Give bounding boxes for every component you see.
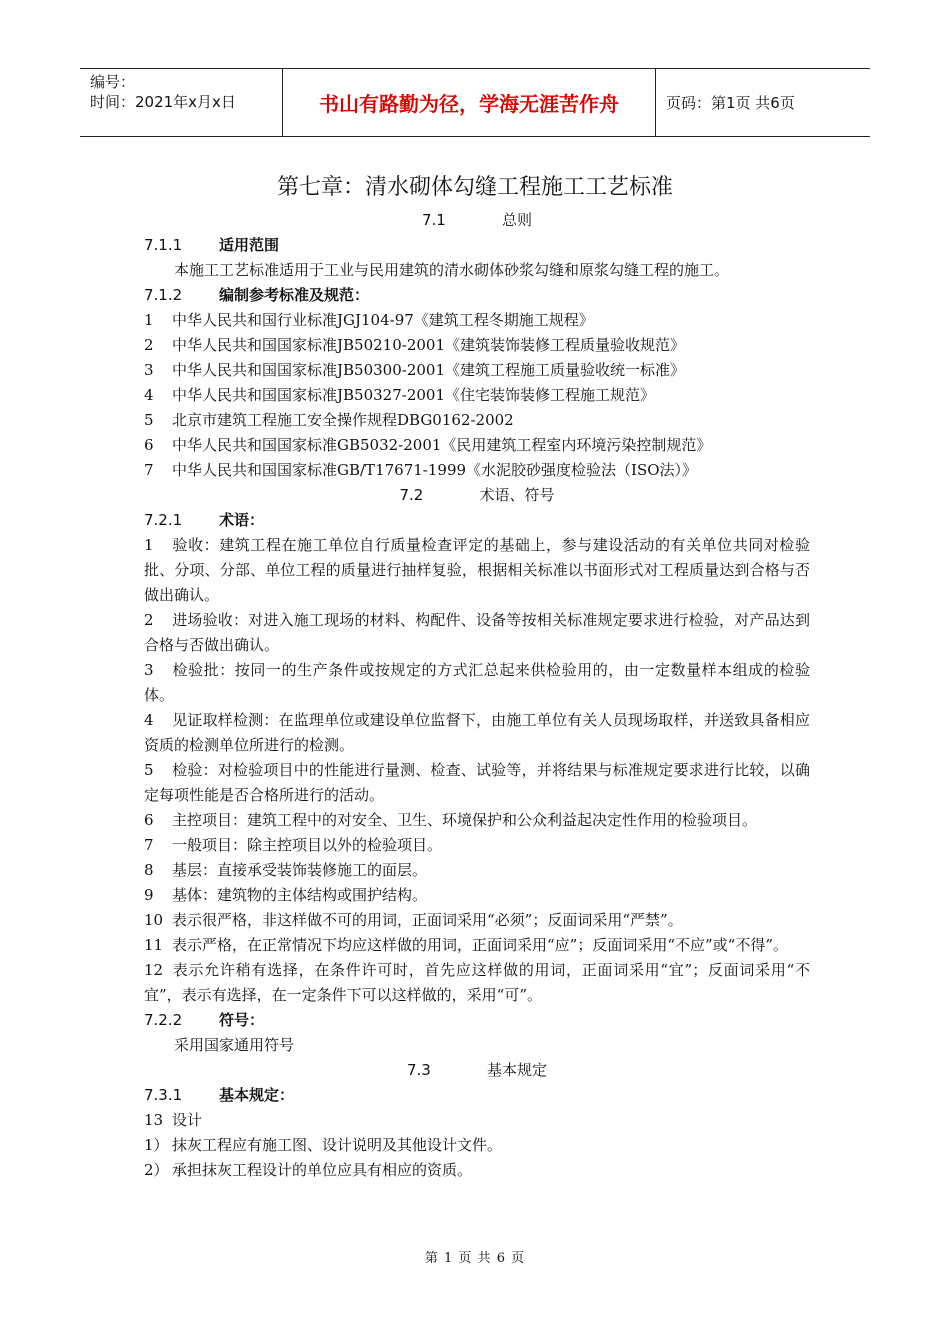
list-item <box>144 1158 810 1183</box>
section-number: 7.3.1 <box>144 1086 183 1104</box>
list-item <box>144 833 810 858</box>
item-number: 9 <box>144 886 154 904</box>
item-number: 3 <box>144 661 154 679</box>
list-item <box>144 883 810 908</box>
section-number: 7.1.1 <box>144 236 183 254</box>
item-number: 1 <box>144 536 154 554</box>
symbols-paragraph: 采用国家通用符号 <box>174 1036 295 1054</box>
item-number: 6 <box>144 811 154 829</box>
section-number: 7.2.2 <box>144 1011 183 1029</box>
number-label: 编号： <box>90 73 136 91</box>
list-item <box>144 333 810 358</box>
header-meta <box>80 69 282 136</box>
item-number: 7 <box>144 836 154 854</box>
section-7-1-2-heading <box>144 283 810 308</box>
item-text: 北京市建筑工程施工安全操作规程DBG0162-2002 <box>172 411 514 429</box>
section-7-3-heading <box>144 1058 810 1083</box>
list-item <box>144 533 810 608</box>
list-item <box>144 958 810 1008</box>
item-text: 一般项目：除主控项目以外的检验项目。 <box>172 836 443 854</box>
item-number: 4 <box>144 386 154 404</box>
section-7-2-heading <box>144 483 810 508</box>
list-item <box>144 808 810 833</box>
item-number: 4 <box>144 711 154 729</box>
section-label: 术语： <box>219 511 265 529</box>
item-text: 检验批：按同一的生产条件或按规定的方式汇总起来供检验用的，由一定数量样本组成的检验体。 <box>144 661 810 704</box>
item-text: 抹灰工程应有施工图、设计说明及其他设计文件。 <box>172 1136 503 1154</box>
reference-list <box>144 308 810 483</box>
item-text: 见证取样检测：在监理单位或建设单位监督下，由施工单位有关人员现场取样，并送致具备相应资质的检测单位所进行的检测。 <box>144 711 810 754</box>
section-number: 7.1 <box>421 211 446 229</box>
item-text: 中华人民共和国国家标准GB/T17671-1999《水泥胶砂强度检验法（ISO法）》 <box>172 461 698 479</box>
item-text: 验收：建筑工程在施工单位自行质量检查评定的基础上，参与建设活动的有关单位共同对检验批、分项、分部、单位工程的质量进行抽样复验，根据相关标准以书面形式对工程质量达到合格与否做出确认。 <box>144 536 810 604</box>
section-7-1-heading <box>144 208 810 233</box>
section-number: 7.2.1 <box>144 511 183 529</box>
design-item <box>144 1108 810 1133</box>
list-item <box>144 658 810 708</box>
item-text: 中华人民共和国国家标准JB50300-2001《建筑工程施工质量验收统一标准》 <box>172 361 685 379</box>
document-body <box>144 208 810 1183</box>
item-number: 11 <box>144 936 164 954</box>
item-text: 基层：直接承受装饰装修施工的面层。 <box>172 861 428 879</box>
list-item <box>144 1133 810 1158</box>
section-label: 基本规定 <box>486 1061 547 1079</box>
section-7-3-1-heading <box>144 1083 810 1108</box>
section-label: 基本规定： <box>219 1086 295 1104</box>
item-text: 进场验收：对进入施工现场的材料、构配件、设备等按相关标准规定要求进行检验，对产品达到合格与否做出确认。 <box>144 611 810 654</box>
page-header <box>80 68 870 137</box>
list-item <box>144 308 810 333</box>
item-text: 中华人民共和国行业标准JGJ104-97《建筑工程冬期施工规程》 <box>172 311 594 329</box>
item-text: 表示严格，在正常情况下均应这样做的用词，正面词采用“应”；反面词采用“不应”或“不得”。 <box>172 936 789 954</box>
page-title: 第七章：清水砌体勾缝工程施工工艺标准 <box>276 175 673 200</box>
item-number: 7 <box>144 461 154 479</box>
item-number: 10 <box>144 911 164 929</box>
item-number: 2 <box>144 336 154 354</box>
date-label: 时间：2021年x月x日 <box>90 93 236 111</box>
item-number: 8 <box>144 861 154 879</box>
header-page-label: 页码：第1页 共6页 <box>666 94 795 112</box>
item-text: 中华人民共和国国家标准JB50327-2001《住宅装饰装修工程施工规范》 <box>172 386 655 404</box>
item-number: 6 <box>144 436 154 454</box>
section-label: 符号： <box>219 1011 265 1029</box>
list-item <box>144 433 810 458</box>
section-label: 总则 <box>501 211 532 229</box>
list-item <box>144 358 810 383</box>
item-text: 表示允许稍有选择，在条件许可时，首先应这样做的用词，正面词采用“宜”；反面词采用“不宜”，表示有选择，在一定条件下可以这样做的，采用“可”。 <box>144 961 810 1004</box>
item-number: 1） <box>144 1136 169 1154</box>
header-motto: 书山有路勤为径，学海无涯苦作舟 <box>282 69 656 136</box>
list-item <box>144 858 810 883</box>
list-item <box>144 608 810 658</box>
list-item <box>144 408 810 433</box>
section-number: 7.3 <box>406 1061 431 1079</box>
list-item <box>144 908 810 933</box>
list-item <box>144 708 810 758</box>
section-number: 7.1.2 <box>144 286 183 304</box>
item-number: 2 <box>144 611 154 629</box>
list-item <box>144 758 810 808</box>
item-text: 主控项目：建筑工程中的对安全、卫生、环境保护和公众利益起决定性作用的检验项目。 <box>172 811 758 829</box>
section-7-1-1-heading <box>144 233 810 258</box>
list-item <box>144 383 810 408</box>
item-number: 12 <box>144 961 164 979</box>
item-number: 1 <box>144 311 154 329</box>
item-number: 5 <box>144 761 154 779</box>
section-7-2-2-heading <box>144 1008 810 1033</box>
item-text: 承担抹灰工程设计的单位应具有相应的资质。 <box>172 1161 473 1179</box>
list-item <box>144 458 810 483</box>
list-item <box>144 933 810 958</box>
item-text: 检验：对检验项目中的性能进行量测、检查、试验等，并将结果与标准规定要求进行比较，以确定每项性能是否合格所进行的活动。 <box>144 761 810 804</box>
item-text: 中华人民共和国国家标准GB5032-2001《民用建筑工程室内环境污染控制规范》 <box>172 436 712 454</box>
terms-list <box>144 533 810 1008</box>
item-number: 2） <box>144 1161 169 1179</box>
item-text: 表示很严格，非这样做不可的用词，正面词采用“必须”；反面词采用“严禁”。 <box>172 911 683 929</box>
section-number: 7.2 <box>399 486 424 504</box>
item-text: 中华人民共和国国家标准JB50210-2001《建筑装饰装修工程质量验收规范》 <box>172 336 685 354</box>
item-number: 5 <box>144 411 154 429</box>
item-number: 3 <box>144 361 154 379</box>
item-number: 13 <box>144 1111 164 1129</box>
scope-paragraph: 本施工工艺标准适用于工业与民用建筑的清水砌体砂浆勾缝和原浆勾缝工程的施工。 <box>174 261 730 279</box>
item-text: 基体：建筑物的主体结构或围护结构。 <box>172 886 428 904</box>
section-label: 术语、符号 <box>479 486 555 504</box>
section-label: 编制参考标准及规范： <box>219 286 370 304</box>
section-7-2-1-heading <box>144 508 810 533</box>
item-text: 设计 <box>172 1111 203 1129</box>
page-footer: 第 1 页 共 6 页 <box>424 1251 526 1266</box>
section-label: 适用范围 <box>219 236 280 254</box>
